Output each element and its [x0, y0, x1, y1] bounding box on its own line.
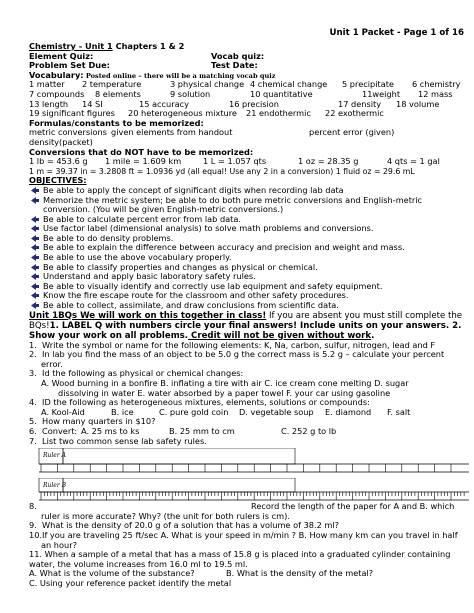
- q4-option: C. pure gold coin: [159, 406, 229, 417]
- arrow-bullet-icon: [30, 263, 40, 272]
- ruler-a-paper: [63, 448, 295, 464]
- vocab-term: 2 temperature: [82, 79, 142, 90]
- conversions-heading: Conversions that do NOT have to be memorized:: [29, 146, 254, 157]
- formulas-row: [29, 128, 467, 138]
- objective-item: Memorize the metric system; be able to do both pure metric conversions and English-metric conversion. (You will be given English-metric conversions.): [29, 196, 467, 215]
- objective-item: Be able to do density problems.: [29, 234, 467, 244]
- question-3-options-line-2: dissolving in water E. water absorbed by a paper towel F. your car using gasoline: [58, 387, 391, 398]
- ruler-a-ticks: [41, 464, 451, 472]
- q4-option: E. diamond: [325, 406, 372, 417]
- q4-option: D. vegetable soup: [239, 406, 314, 417]
- vocab-term: 3 physical change: [170, 79, 245, 90]
- question-3-options-line-1: A. Wood burning in a bonfire B. inflating a tire with air C. ice cream cone melting D. sugar: [41, 378, 409, 388]
- objective-item: Be able to use the above vocabulary properly.: [29, 253, 467, 263]
- chem-title-underlined: Chemistry - Unit 1: [29, 41, 113, 51]
- vocab-term: 12 mass: [418, 88, 453, 99]
- objective-item: Be able to collect, assimilate, and draw conclusions from scientific data.: [29, 301, 467, 311]
- formulas-heading: Formulas/constants to be memorized:: [29, 117, 204, 128]
- vocab-term: 16 precision: [229, 98, 279, 109]
- q6-label: 6. Convert:: [29, 425, 78, 436]
- conversions-line-2: 1 m = 39.37 in = 3.2808 ft = 1.0936 yd (all equal! Use any 2 in a conversion) 1 fluid oz = 29.6 mL: [29, 166, 415, 176]
- objective-item: Be able to visually identify and correctly use lab equipment and safety equipment.: [29, 282, 467, 292]
- instructions-part-6: .: [371, 330, 375, 341]
- question-2: 2. In lab you find the mass of an object to be 5.0 g the correct mass is 5.2 g – calculate your percent error.: [29, 349, 445, 369]
- instructions-block: [29, 311, 467, 341]
- arrow-bullet-icon: [30, 234, 40, 243]
- ruler-b-drawing: [29, 478, 469, 502]
- arrow-bullet-icon: [30, 253, 40, 262]
- vocab-note: Posted online – there will be a matching vocab quiz: [83, 71, 276, 80]
- ruler-a-drawing: [29, 448, 469, 476]
- objective-item: Be able to apply the concept of significant digits when recording lab data: [29, 186, 467, 196]
- conversion-item: 1 lb = 453.6 g: [29, 156, 88, 167]
- objectives-heading: OBJECTIVES:: [29, 175, 87, 186]
- objective-item: Be able to explain the difference between accuracy and precision and weight and mass.: [29, 243, 467, 253]
- arrow-bullet-icon: [30, 224, 40, 233]
- vocab-term: 11weight: [362, 88, 401, 99]
- arrow-bullet-icon: [30, 282, 40, 291]
- arrow-bullet-icon: [30, 186, 40, 195]
- arrow-bullet-icon: [30, 215, 40, 224]
- question-11: 11. When a sample of a metal that has a mass of 15.8 g is placed into a graduated cylinder containing water, the volume increases from 16.0 ml to 19.5 ml.: [29, 549, 451, 569]
- objective-item: Be able to calculate percent error from lab data.: [29, 215, 467, 225]
- conversion-item: 1 L = 1.057 qts: [203, 156, 267, 167]
- objectives-list: [29, 186, 467, 311]
- problem-set-due-label: Problem Set Due:: [29, 60, 110, 71]
- q11-part-c: C. Using your reference packet identify the metal: [29, 577, 232, 588]
- objective-item: Use factor label (dimensional analysis) to solve math problems and conversions.: [29, 224, 467, 234]
- question-8-line-2: ruler is more accurate? Why? (the unit for both rulers is cm).: [41, 510, 290, 521]
- q11-part-b: B. What is the density of the metal?: [226, 568, 374, 579]
- vocab-term: 10 quantitative: [250, 88, 313, 99]
- q4-option: B. ice: [111, 406, 134, 417]
- arrow-bullet-icon: [30, 301, 40, 310]
- q6-option: A. 25 ms to ks: [81, 425, 140, 436]
- q8-text: Record the length of the paper for A and B. which: [251, 501, 455, 512]
- q6-option: C. 252 g to lb: [281, 425, 337, 436]
- vocab-term: 22 exothermic: [325, 108, 384, 119]
- instructions-part-1: Unit 1BQs We will work on this together in class!: [29, 310, 267, 321]
- vocab-term: 18 volume: [396, 98, 440, 109]
- objective-item: Be able to classify properties and changes as physical or chemical.: [29, 263, 467, 273]
- formula-density: density(packet): [29, 136, 93, 147]
- page-header: Unit 1 Packet - Page 1 of 16: [329, 28, 464, 38]
- formula-percent: percent error (given): [309, 127, 395, 138]
- conversion-item: 4 qts = 1 gal: [387, 156, 440, 167]
- q6-option: B. 25 mm to cm: [169, 425, 235, 436]
- vocab-term: 15 accuracy: [139, 98, 189, 109]
- vocab-term: 8 elements: [95, 88, 141, 99]
- instructions-part-4: 2. Show your work on all problems.: [29, 320, 462, 341]
- vocab-term: 14 SI: [82, 98, 103, 109]
- q4-option: F. salt: [387, 406, 411, 417]
- test-date-label: Test Date:: [211, 60, 258, 71]
- vocab-term: 20 heterogeneous mixture: [128, 108, 237, 119]
- ruler-a: [29, 448, 467, 476]
- vocab-term: 17 density: [338, 98, 382, 109]
- chem-title-rest: Chapters 1 & 2: [112, 41, 185, 51]
- ruler-b-label: Ruler B: [43, 482, 67, 490]
- ruler-a-label: Ruler A: [43, 452, 66, 460]
- question-3: 3. Id the following as physical or chemical changes:: [29, 368, 244, 379]
- ruler-a-paper-left: [39, 448, 63, 464]
- question-9: 9. What is the density of 20.0 g of a solution that has a volume of 38.2 ml?: [29, 520, 339, 531]
- instructions-part-2: If you are absent you must still complete the BQs!: [29, 310, 463, 331]
- q4-option: A. Kool-Aid: [41, 406, 85, 417]
- vocab-term: 7 compounds: [29, 88, 85, 99]
- vocab-quiz-label: Vocab quiz:: [211, 50, 265, 61]
- objective-item: Know the fire escape route for the classroom and other safety procedures.: [29, 291, 467, 301]
- question-1: 1. Write the symbol or name for the following elements: K, Na, carbon, sulfur, nitrogen, lead and F: [29, 339, 436, 350]
- vocab-term: 5 precipitate: [342, 79, 394, 90]
- document-content: [29, 42, 467, 589]
- due-row: [29, 61, 467, 71]
- ruler-b-ticks: [41, 492, 464, 500]
- question-8: [29, 502, 467, 521]
- conversions-line: [29, 157, 467, 167]
- q11-part-a: A. What is the volume of the substance?: [29, 568, 195, 579]
- question-7: 7. List two common sense lab safety rules.: [29, 435, 207, 446]
- element-quiz-label: Element Quiz:: [29, 50, 94, 61]
- q8-number: 8.: [29, 501, 37, 512]
- arrow-bullet-icon: [30, 272, 40, 281]
- conversion-item: 1 mile = 1.609 km: [105, 156, 182, 167]
- question-4: 4. ID the following as heterogeneous mixtures, elements, solutions or compounds:: [29, 397, 370, 408]
- vocab-term: 6 chemistry: [412, 79, 461, 90]
- vocab-term: 1 matter: [29, 79, 65, 90]
- arrow-bullet-icon: [30, 243, 40, 252]
- conversion-item: 1 oz = 28.35 g: [298, 156, 359, 167]
- vocab-term: 13 length: [29, 98, 69, 109]
- ruler-b-paper: [63, 478, 295, 492]
- instructions-part-3: 1. LABEL Q with numbers circle your final answers! Include units on your answers.: [49, 320, 450, 331]
- vocab-term: 21 endothermic: [246, 108, 311, 119]
- vocab-term: 19 significant figures: [29, 108, 115, 119]
- question-10: 10.If you are traveling 25 ft/sec A. What is your speed in m/min ? B. How many km can you travel in half an hour?: [29, 529, 458, 550]
- formula-given: given elements from handout: [111, 127, 233, 138]
- formula-metric: metric conversions: [29, 127, 107, 138]
- instructions-part-5: Credit will not be given without work: [188, 330, 372, 341]
- objective-item: Understand and apply basic laboratory safety rules.: [29, 272, 467, 282]
- question-5: 5. How many quarters in $10?: [29, 416, 156, 427]
- vocab-label: Vocabulary:: [29, 69, 84, 80]
- arrow-bullet-icon: [30, 196, 40, 205]
- arrow-bullet-icon: [30, 291, 40, 300]
- vocab-term: 9 solution: [170, 88, 211, 99]
- ruler-b-paper-left: [39, 478, 63, 492]
- vocab-term: 4 chemical change: [250, 79, 328, 90]
- ruler-b: [29, 478, 467, 502]
